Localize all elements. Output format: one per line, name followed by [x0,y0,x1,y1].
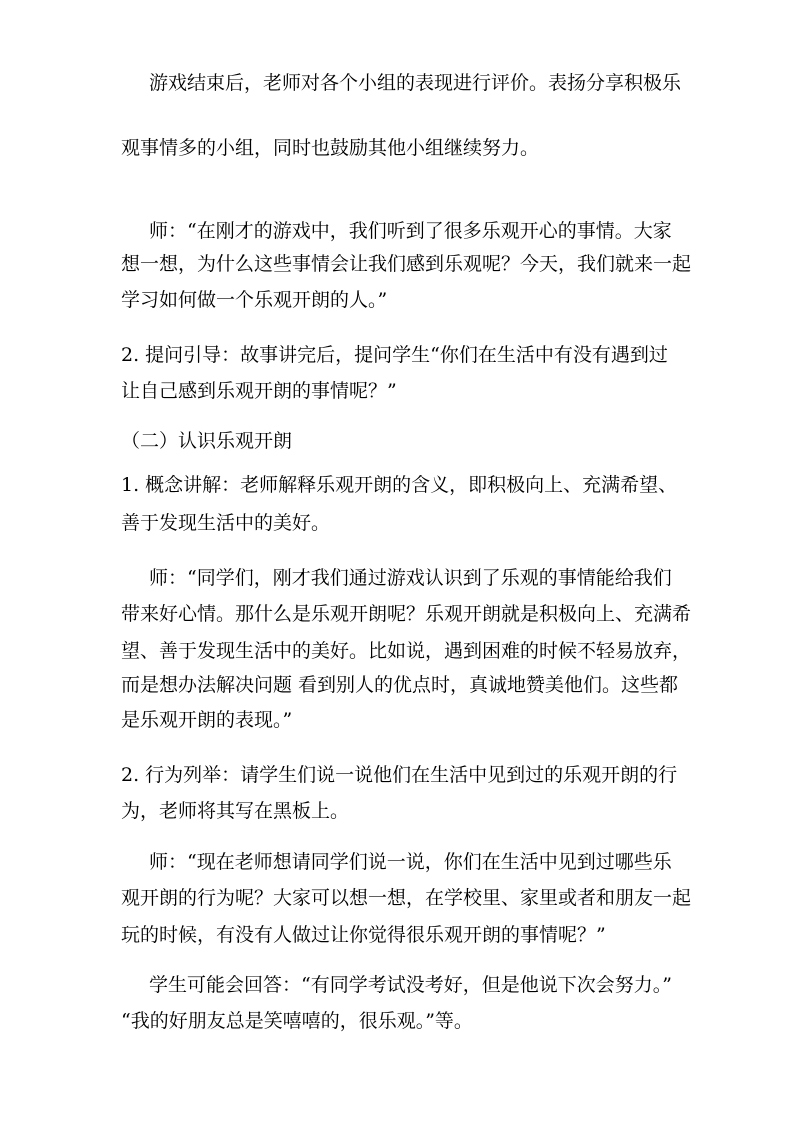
teacher-quote-2-line-1: 师：“同学们，刚才我们通过游戏认识到了乐观的事情能给我们 [149,567,672,589]
student-answer-line-1: 学生可能会回答：“有同学考试没考好，但是他说下次会努力。” [149,974,672,996]
section-heading-understand-optimism: （二）认识乐观开朗 [121,430,293,452]
teacher-quote-2-line-4: 而是想办法解决问题 看到别人的优点时，真诚地赞美他们。这些都 [121,674,679,696]
teacher-quote-2-line-2: 带来好心情。那什么是乐观开朗呢？乐观开朗就是积极向上、充满希 [121,603,692,625]
teacher-quote-2-line-5: 是乐观开朗的表现。” [121,709,293,731]
teacher-quote-3-line-3: 玩的时候，有没有人做过让你觉得很乐观开朗的事情呢？” [121,924,606,946]
teacher-quote-1-line-3: 学习如何做一个乐观开朗的人。” [121,289,388,311]
paragraph-game-review-line-2: 观事情多的小组，同时也鼓励其他小组继续努力。 [121,137,540,159]
teacher-quote-2-line-3: 望、善于发现生活中的美好。比如说，遇到困难的时候不轻易放弃， [121,640,692,662]
list-item-behavior-list-line-2: 为，老师将其写在黑板上。 [121,800,350,822]
teacher-quote-3-line-1: 师：“现在老师想请同学们说一说，你们在生活中见到过哪些乐 [149,851,672,873]
student-answer-line-2: “我的好朋友总是笑嘻嘻的，很乐观。”等。 [121,1010,473,1032]
list-item-concept-explain-line-2: 善于发现生活中的美好。 [121,512,331,534]
list-item-question-guide-line-1: 2. 提问引导：故事讲完后，提问学生“你们在生活中有没有遇到过 [121,344,668,366]
teacher-quote-1-line-1: 师：“在刚才的游戏中，我们听到了很多乐观开心的事情。大家 [149,220,672,242]
teacher-quote-1-line-2: 想一想，为什么这些事情会让我们感到乐观呢？今天，我们就来一起 [121,253,692,275]
teacher-quote-3-line-2: 观开朗的行为呢？大家可以想一想，在学校里、家里或者和朋友一起 [121,887,692,909]
list-item-question-guide-line-2: 让自己感到乐观开朗的事情呢？” [121,380,397,402]
list-item-behavior-list-line-1: 2. 行为列举：请学生们说一说他们在生活中见到过的乐观开朗的行 [121,764,678,786]
list-item-concept-explain-line-1: 1. 概念讲解：老师解释乐观开朗的含义，即积极向上、充满希望、 [121,474,678,496]
paragraph-game-review-line-1: 游戏结束后，老师对各个小组的表现进行评价。表扬分享积极乐 [149,72,682,94]
